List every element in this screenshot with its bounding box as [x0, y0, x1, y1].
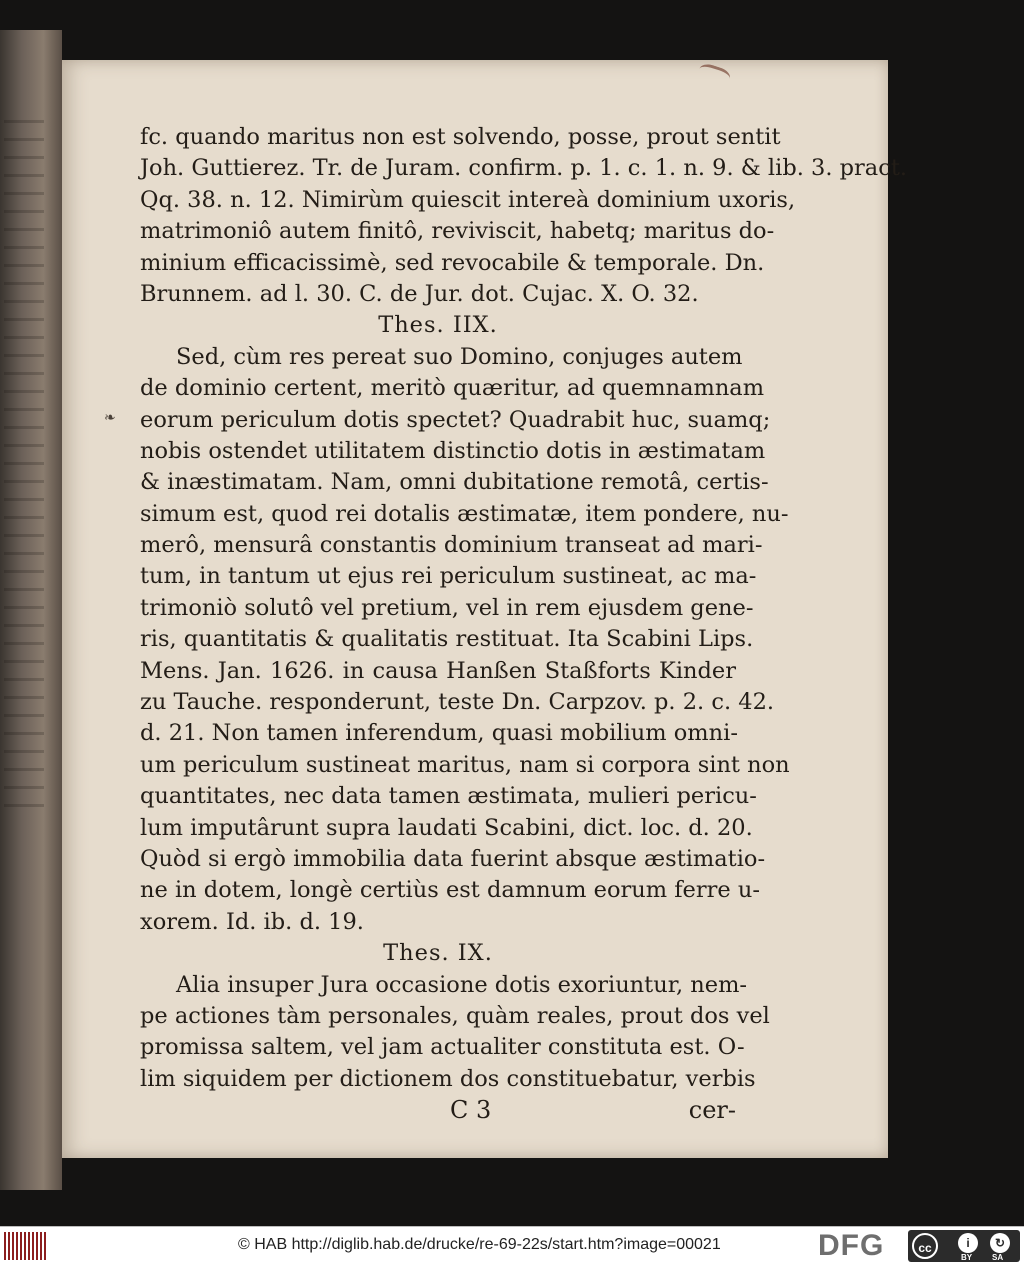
- text-line: Quòd si ergò immobilia data fuerint absque æstimatio-: [140, 845, 766, 872]
- text-line: Joh. Guttierez. Tr. de Juram. confirm. p. 1. c. 1. n. 9. & lib. 3. pract.: [140, 155, 908, 182]
- attribution-icon: i: [958, 1233, 978, 1253]
- cc-icon: cc: [912, 1233, 938, 1259]
- text-line: matrimoniô autem finitô, reviviscit, habetq; maritus do-: [140, 218, 775, 245]
- catchword: cer-: [688, 1096, 736, 1125]
- text-line: lum imputârunt supra laudati Scabini, dict. loc. d. 20.: [140, 814, 753, 841]
- cc-sa-label: SA: [992, 1253, 1004, 1262]
- text-line: eorum periculum dotis spectet? Quadrabit huc, suamq;: [140, 406, 771, 433]
- signature-mark: C 3: [450, 1096, 492, 1125]
- text-line: simum est, quod rei dotalis æstimatæ, item pondere, nu-: [140, 500, 789, 527]
- text-line: Mens. Jan. 1626. in causa Hanßen Staßforts Kinder: [140, 657, 736, 684]
- page-text: [140, 122, 908, 1127]
- text-line: pe actiones tàm personales, quàm reales, prout dos vel: [140, 1002, 770, 1029]
- text-line: Brunnem. ad l. 30. C. de Jur. dot. Cujac. X. O. 32.: [140, 280, 699, 307]
- text-line: Sed, cùm res pereat suo Domino, conjuges autem: [176, 343, 743, 370]
- text-line: xorem. Id. ib. d. 19.: [140, 908, 364, 935]
- text-line: Qq. 38. n. 12. Nimirùm quiescit intereà dominium uxoris,: [140, 186, 796, 213]
- ink-mark: [696, 62, 732, 90]
- text-line: Alia insuper Jura occasione dotis exoriuntur, nem-: [176, 971, 748, 998]
- text-line: quantitates, nec data tamen æstimata, mulieri pericu-: [140, 783, 757, 810]
- text-line: trimoniò solutô vel pretium, vel in rem ejusdem gene-: [140, 594, 754, 621]
- cc-license-badge[interactable]: [908, 1230, 1020, 1262]
- viewer-footer-bar: [0, 1226, 1024, 1264]
- book-spine: [0, 30, 62, 1190]
- text-line: promissa saltem, vel jam actualiter constituta est. O-: [140, 1034, 745, 1061]
- text-line: um periculum sustineat maritus, nam si corpora sint non: [140, 751, 790, 778]
- margin-annotation: ❧: [104, 410, 116, 426]
- text-line: de dominio certent, meritò quæritur, ad quemnamnam: [140, 375, 765, 402]
- text-line: nobis ostendet utilitatem distinctio dotis in æstimatam: [140, 437, 766, 464]
- cc-by-label: BY: [961, 1253, 973, 1262]
- source-url[interactable]: © HAB http://diglib.hab.de/drucke/re-69-22s/start.htm?image=00021: [238, 1236, 721, 1253]
- dfg-logo[interactable]: DFG: [818, 1229, 885, 1262]
- document-page: [62, 60, 908, 1158]
- section-heading: Thes. IX.: [383, 940, 493, 967]
- hab-logo[interactable]: [4, 1232, 46, 1260]
- text-line: fc. quando maritus non est solvendo, posse, prout sentit: [140, 124, 781, 150]
- share-alike-icon: ↻: [990, 1233, 1010, 1253]
- text-line: merô, mensurâ constantis dominium transeat ad mari-: [140, 532, 763, 559]
- text-line: tum, in tantum ut ejus rei periculum sustineat, ac ma-: [140, 563, 757, 590]
- page-footer-line: [140, 1095, 736, 1126]
- section-heading: Thes. IIX.: [378, 312, 498, 339]
- text-line: ris, quantitatis & qualitatis restituat. Ita Scabini Lips.: [140, 626, 754, 653]
- text-line: zu Tauche. responderunt, teste Dn. Carpzov. p. 2. c. 42.: [140, 689, 775, 716]
- text-line: ne in dotem, longè certiùs est damnum eorum ferre u-: [140, 877, 760, 904]
- text-line: & inæstimatam. Nam, omni dubitatione remotâ, certis-: [140, 469, 769, 496]
- text-line: lim siquidem per dictionem dos constituebatur, verbis: [140, 1065, 756, 1092]
- text-line: d. 21. Non tamen inferendum, quasi mobilium omni-: [140, 720, 738, 747]
- text-line: minium efficacissimè, sed revocabile & temporale. Dn.: [140, 249, 765, 276]
